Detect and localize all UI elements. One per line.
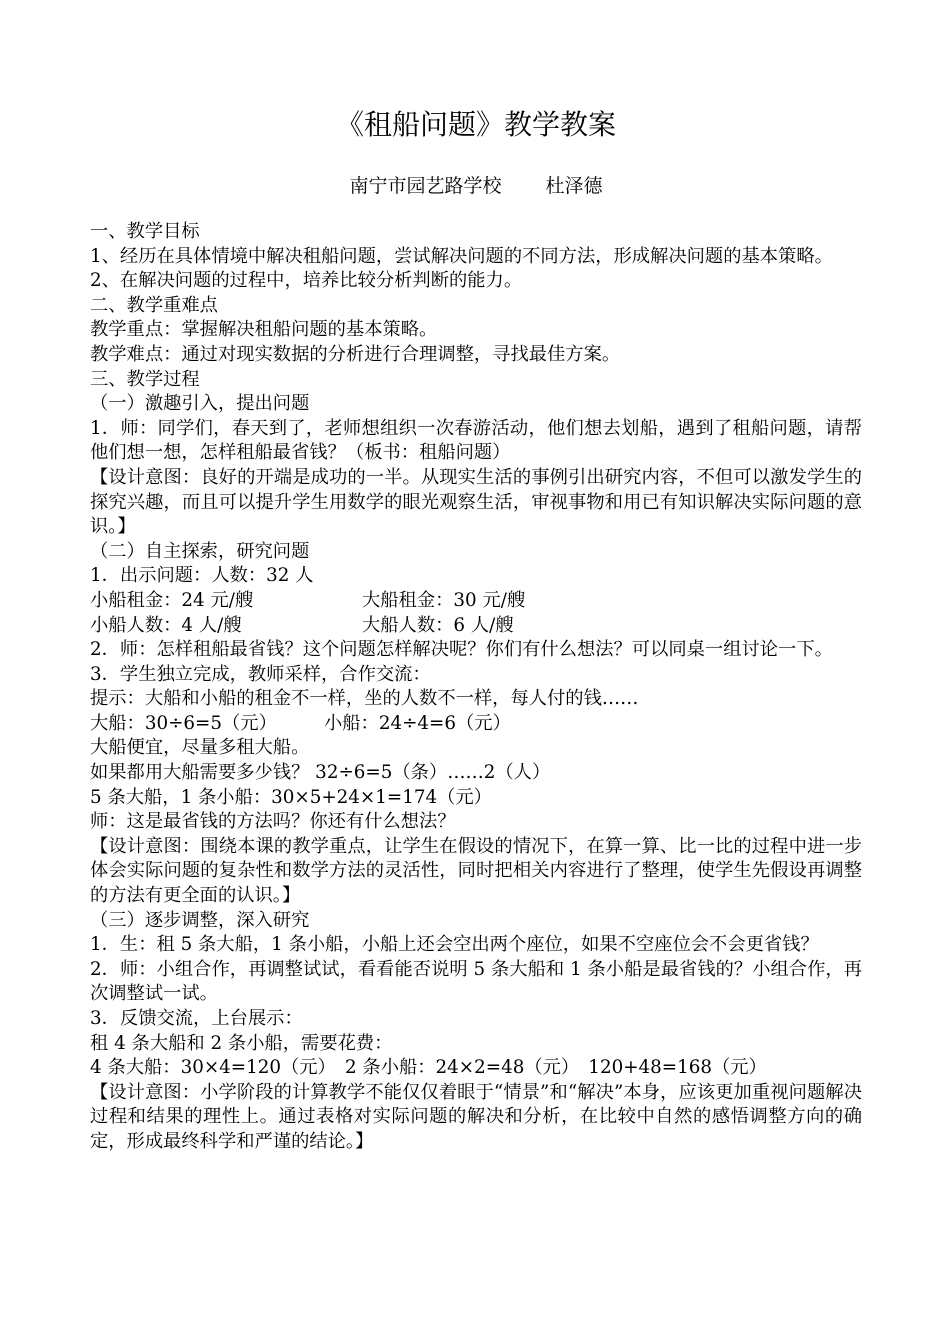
paragraph: 师：这是最省钱的方法吗？你还有什么想法？ [90, 811, 456, 833]
large-boat-info: 大船租金：30 元/艘 [362, 589, 526, 611]
paragraph: 4 条大船：30×4=120（元） 2 条小船：24×2=48（元） 120+48=168（元） [90, 1057, 767, 1079]
paragraph: 1．师：同学们，春天到了，老师想组织一次春游活动，他们想去划船，遇到了租船问题，请帮他们想一想，怎样租船最省钱？（板书：租船问题） [90, 417, 862, 464]
section-heading: 一、教学目标 [90, 221, 200, 242]
paragraph: 2．师：小组合作，再调整试试，看看能否说明 5 条大船和 1 条小船是最省钱的？小组合作，再次调整试一试。 [90, 958, 862, 1005]
subsection-heading: （二）自主探索，研究问题 [90, 540, 310, 562]
design-intent-note: 【设计意图：良好的开端是成功的一半。从现实生活的事例引出研究内容，不但可以激发学生的探究兴趣，而且可以提升学生用数学的眼光观察生活，审视事物和用已有知识解决实际问题的意识。】 [90, 466, 862, 538]
subsection-heading: （一）激趣引入，提出问题 [90, 393, 310, 415]
paragraph: 1．生：租 5 条大船，1 条小船，小船上还会空出两个座位，如果不空座位会不会更省钱？ [90, 934, 819, 956]
objective-item: 2、在解决问题的过程中，培养比较分析判断的能力。 [90, 270, 523, 292]
large-boat-calc: 大船：30÷6=5（元） [90, 712, 277, 734]
objective-item: 1、经历在具体情境中解决租船问题，尝试解决问题的不同方法，形成解决问题的基本策略。 [90, 245, 833, 267]
boat-info-row [90, 589, 862, 614]
price-per-person-row [90, 712, 862, 737]
paragraph: 2．师：怎样租船最省钱？这个问题怎样解决呢？你们有什么想法？可以同桌一组讨论一下。 [90, 639, 833, 661]
paragraph: 3．反馈交流，上台展示： [90, 1008, 303, 1029]
difficult-point: 教学难点：通过对现实数据的分析进行合理调整，寻找最佳方案。 [90, 343, 621, 365]
document-body [90, 220, 862, 1155]
school-name: 南宁市园艺路学校 [349, 175, 502, 197]
paragraph: 5 条大船，1 条小船：30×5+24×1=174（元） [90, 786, 492, 808]
large-boat-info: 大船人数：6 人/艘 [362, 614, 514, 636]
paragraph: 3．学生独立完成，教师采样，合作交流： [90, 663, 431, 685]
document-page [90, 100, 862, 1155]
section-heading: 二、教学重难点 [90, 294, 218, 316]
small-boat-info: 小船租金：24 元/艘 [90, 589, 254, 611]
paragraph: 如果都用大船需要多少钱？ 32÷6=5（条）……2（人） [90, 762, 551, 784]
paragraph: 大船便宜，尽量多租大船。 [90, 737, 310, 759]
paragraph: 提示：大船和小船的租金不一样，坐的人数不一样，每人付的钱…… [90, 688, 639, 710]
document-title: 《租船问题》教学教案 [335, 108, 616, 141]
small-boat-info: 小船人数：4 人/艘 [90, 614, 242, 636]
paragraph: 租 4 条大船和 2 条小船，需要花费： [90, 1032, 393, 1054]
boat-info-row [90, 614, 862, 639]
subsection-heading: （三）逐步调整，深入研究 [90, 909, 310, 931]
author-name: 杜泽德 [545, 175, 603, 197]
section-heading: 三、教学过程 [90, 368, 200, 390]
byline [90, 172, 862, 200]
key-point: 教学重点：掌握解决租船问题的基本策略。 [90, 319, 438, 341]
paragraph: 1．出示问题：人数：32 人 [90, 565, 314, 587]
design-intent-note: 【设计意图：围绕本课的教学重点，让学生在假设的情况下，在算一算、比一比的过程中进一步体会实际问题的复杂性和数学方法的灵活性，同时把相关内容进行了整理，使学生先假设再调整的方法有更全面的认识。】 [90, 835, 862, 907]
small-boat-calc: 小船：24÷4=6（元） [324, 712, 511, 734]
design-intent-note: 【设计意图：小学阶段的计算教学不能仅仅着眼于“情景”和“解决”本身，应该更加重视问题解决过程和结果的理性上。通过表格对实际问题的解决和分析，在比较中自然的感悟调整方向的确定，形成最终科学和严谨的结论。】 [90, 1081, 862, 1152]
